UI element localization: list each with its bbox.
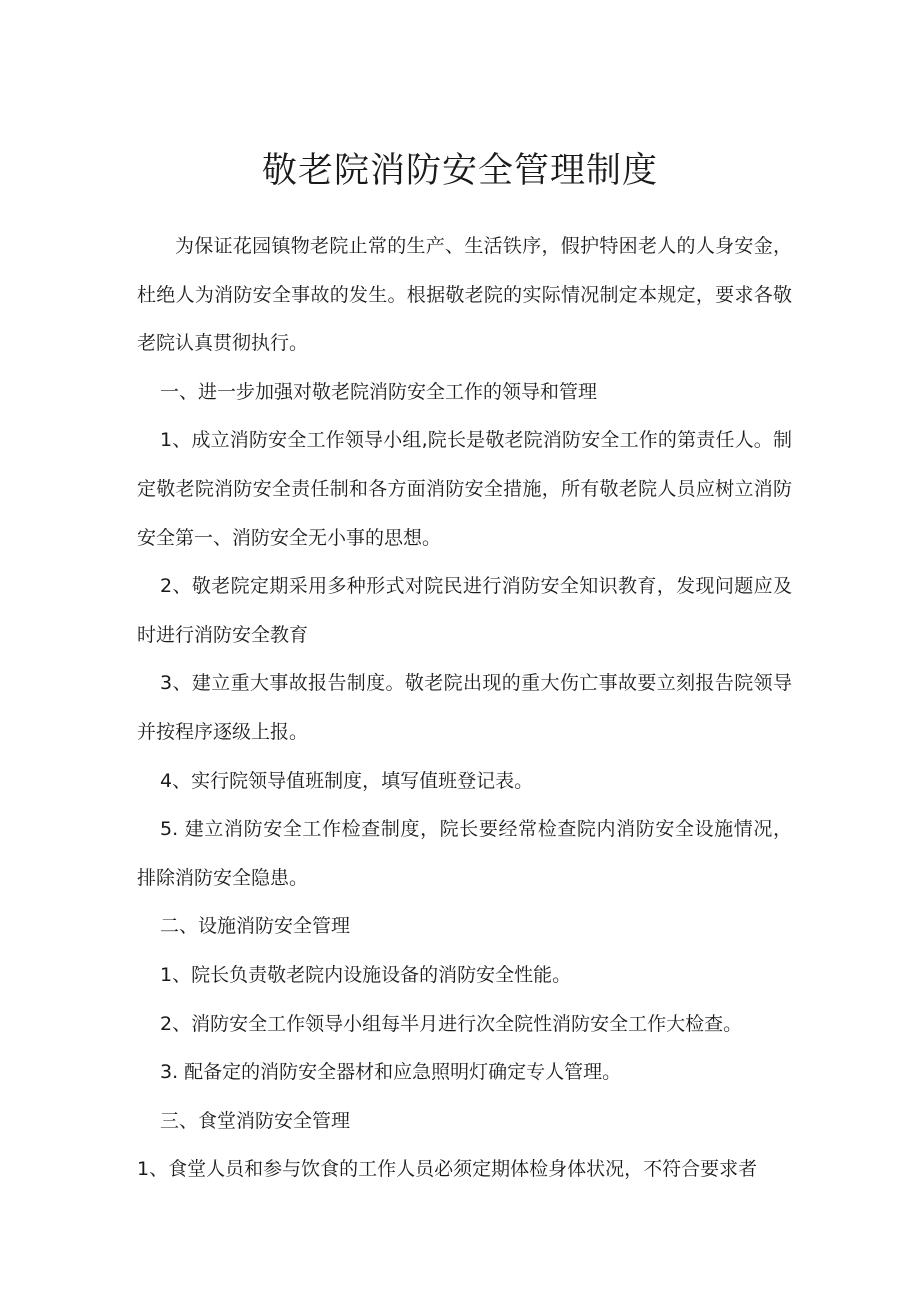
paragraph-intro: 为保证花园镇物老院止常的生产、生活铁序，假护特困老人的人身安金，杜绝人为消防安全事故的发生。根据敬老院的实际情况制定本规定，要求各敬老院认真贯彻执行。 (137, 235, 792, 355)
section-heading-2: 二、设施消防安全管理 (160, 915, 351, 938)
section-heading-3: 三、食堂消防安全管理 (160, 1109, 351, 1132)
paragraph-1-4: 4、实行院领导值班制度，填写值班登记表。 (160, 769, 534, 792)
document-title: 敬老院消防安全管理制度 (261, 151, 658, 191)
paragraph-2-3: 3. 配备定的消防安全器材和应急照明灯确定专人管理。 (160, 1061, 622, 1084)
paragraph-2-1: 1、院长负责敬老院内设施设备的消防安全性能。 (160, 963, 572, 986)
paragraph-3-1: 1、食堂人员和参与饮食的工作人员必须定期体检身体状况，不符合要求者 (137, 1158, 758, 1181)
section-heading-1: 一、进一步加强对敬老院消防安全工作的领导和管理 (160, 380, 598, 403)
paragraph-1-2: 2、敬老院定期采用多种形式对院民进行消防安全知识教育，发现问题应及时进行消防安全教育 (137, 575, 792, 646)
paragraph-1-5: 5. 建立消防安全工作检查制度，院长要经常检查院内消防安全设施情况，排除消防安全隐患。 (137, 818, 792, 889)
paragraph-1-1: 1、成立消防安全工作领导小组,院长是敬老院消防安全工作的第责任人。制定敬老院消防安全责任制和各方面消防安全措施，所有敬老院人员应树立消防安全第一、消防安全无小事的思想。 (137, 429, 792, 549)
document-body (137, 222, 792, 1194)
paragraph-1-3: 3、建立重大事故报告制度。敬老院出现的重大伤亡事故要立刻报告院领导并按程序逐级上报。 (137, 672, 792, 743)
paragraph-2-2: 2、消防安全工作领导小组每半月进行次全院性消防安全工作大检查。 (160, 1012, 743, 1035)
